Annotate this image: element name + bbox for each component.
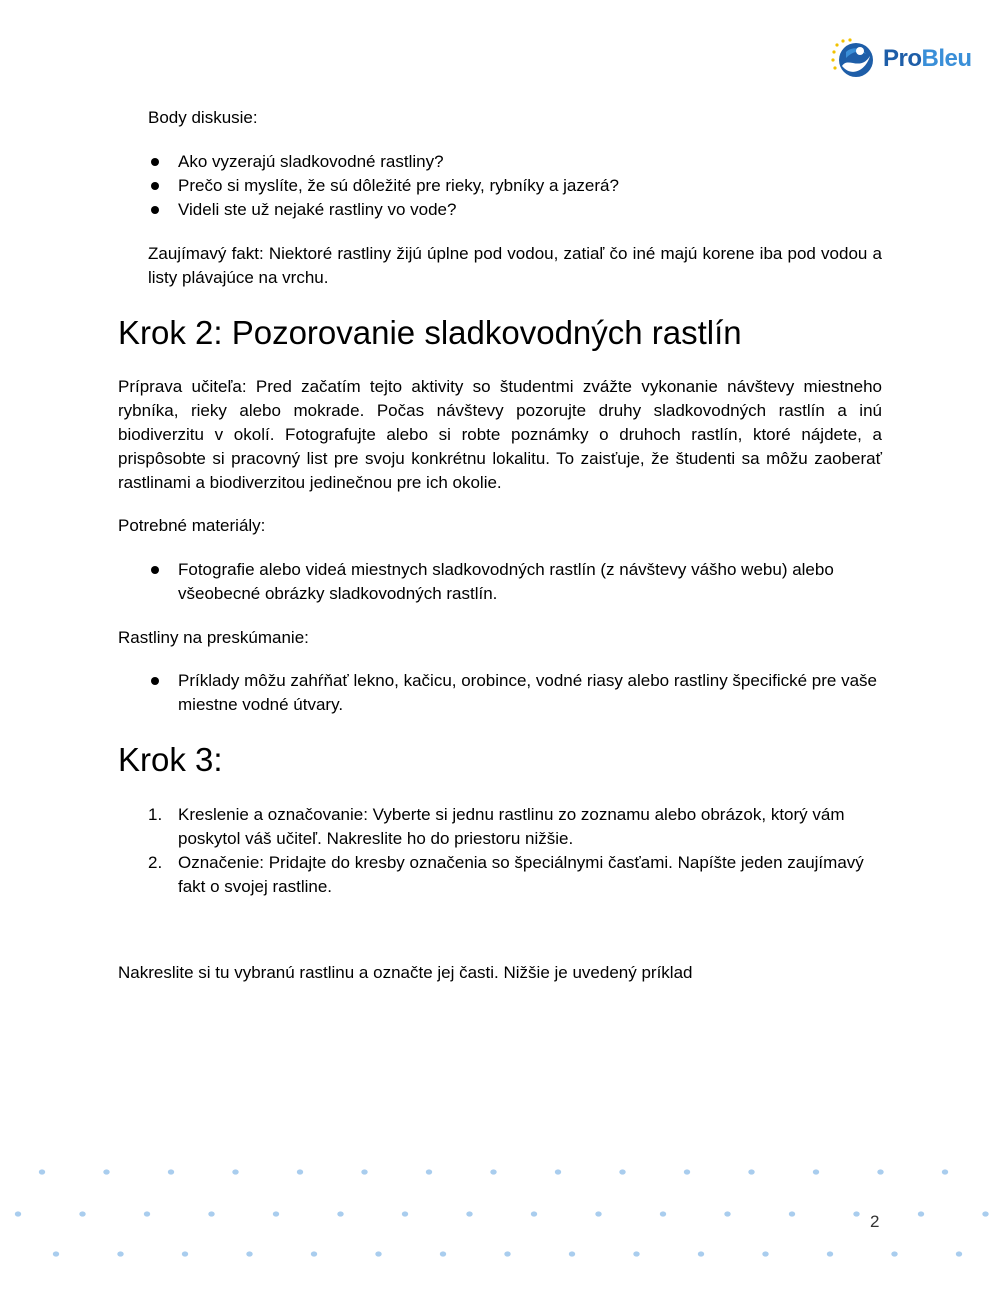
decorative-dot: [633, 1251, 639, 1256]
decorative-dot: [375, 1251, 381, 1256]
decorative-dot: [466, 1211, 472, 1216]
list-text: Označenie: Pridajte do kresby označenia so špeciálnymi časťami. Napíšte jeden zaujímavý fakt o svojej rastline.: [178, 853, 864, 896]
decorative-dot: [440, 1251, 446, 1256]
decorative-dot: [168, 1169, 174, 1174]
decorative-dot: [569, 1251, 575, 1256]
list-item: Ako vyzerajú sladkovodné rastliny?: [148, 150, 888, 174]
list-item: Prečo si myslíte, že sú dôležité pre rieky, rybníky a jazerá?: [148, 174, 888, 198]
decorative-dot: [660, 1211, 666, 1216]
decorative-dot: [918, 1211, 924, 1216]
decorative-dot: [531, 1211, 537, 1216]
decorative-dot: [208, 1211, 214, 1216]
decorative-dot: [942, 1169, 948, 1174]
step2-heading: Krok 2: Pozorovanie sladkovodných rastlín: [118, 314, 742, 351]
decorative-dot: [813, 1169, 819, 1174]
discussion-heading: Body diskusie:: [148, 108, 258, 127]
decorative-dot: [490, 1169, 496, 1174]
decorative-dot: [361, 1169, 367, 1174]
decorative-dot: [853, 1211, 859, 1216]
list-text: Kreslenie a označovanie: Vyberte si jednu rastlinu zo zoznamu alebo obrázok, ktorý vám poskytol váš učiteľ. Nakreslite ho do priestoru nižšie.: [178, 805, 845, 848]
list-item: Videli ste už nejaké rastliny vo vode?: [148, 198, 888, 222]
decorative-dot: [698, 1251, 704, 1256]
list-item: Príklady môžu zahŕňať lekno, kačicu, orobince, vodné riasy alebo rastliny špecifické pre vaše miestne vodné útvary.: [148, 669, 878, 717]
materials-heading: Potrebné materiály:: [118, 516, 266, 535]
plants-list: [148, 669, 878, 717]
decorative-dot: [144, 1211, 150, 1216]
decorative-dot: [684, 1169, 690, 1174]
decorative-dot: [297, 1169, 303, 1174]
decorative-dot: [877, 1169, 883, 1174]
materials-list: [148, 558, 878, 606]
decorative-dot: [748, 1169, 754, 1174]
decorative-dot: [827, 1251, 833, 1256]
decorative-dot: [117, 1251, 123, 1256]
list-item: [148, 851, 888, 899]
probleu-logo: [830, 38, 980, 82]
decorative-dot: [789, 1211, 795, 1216]
decorative-dot: [426, 1169, 432, 1174]
draw-instruction: Nakreslite si tu vybranú rastlinu a označte jej časti. Nižšie je uvedený príklad: [118, 963, 693, 982]
decorative-dot: [273, 1211, 279, 1216]
page-number: 2: [870, 1212, 880, 1231]
decorative-dot: [79, 1211, 85, 1216]
step3-list: [148, 803, 888, 899]
logo-text-pro: Pro: [883, 45, 922, 72]
teacher-prep-paragraph: Príprava učiteľa: Pred začatím tejto aktivity so študentmi zvážte vykonanie návštevy miestneho rybníka, rieky alebo mokrade. Počas návštevy pozorujte druhy sladkovodných rastlín a inú biodiverzitu v okolí. Fotografujte alebo si robte poznámky o druhoch rastlín, ktoré nájdete, a prispôsobte si pracovný list pre svoju konkrétnu lokalitu. To zaisťuje, že študenti sa môžu zaoberať rastlinami a biodiverzitou jedinečnou pre ich okolie.: [118, 377, 882, 492]
decorative-dot: [402, 1211, 408, 1216]
decorative-dot: [595, 1211, 601, 1216]
decorative-dot: [555, 1169, 561, 1174]
decorative-dot: [956, 1251, 962, 1256]
decorative-dot: [182, 1251, 188, 1256]
decorative-dot: [39, 1169, 45, 1174]
decorative-dot: [311, 1251, 317, 1256]
decorative-dot: [724, 1211, 730, 1216]
fun-fact-paragraph: Zaujímavý fakt: Niektoré rastliny žijú úplne pod vodou, zatiaľ čo iné majú korene iba pod vodou a listy plávajúce na vrchu.: [148, 244, 882, 287]
list-item: Fotografie alebo videá miestnych sladkovodných rastlín (z návštevy vášho webu) alebo všeobecné obrázky sladkovodných rastlín.: [148, 558, 878, 606]
decorative-dot: [337, 1211, 343, 1216]
decorative-dot: [504, 1251, 510, 1256]
probleu-emblem-icon: [830, 38, 878, 82]
step3-heading: Krok 3:: [118, 741, 223, 778]
list-item: [148, 803, 888, 851]
decorative-dot: [891, 1251, 897, 1256]
decorative-dot: [232, 1169, 238, 1174]
plants-heading: Rastliny na preskúmanie:: [118, 628, 309, 647]
logo-text-bleu: Bleu: [921, 45, 972, 72]
decorative-dot: [15, 1211, 21, 1216]
decorative-dots-pattern: [0, 1150, 1000, 1270]
decorative-dot: [53, 1251, 59, 1256]
list-number: 2.: [148, 853, 163, 872]
list-number: 1.: [148, 805, 163, 824]
decorative-dot: [762, 1251, 768, 1256]
logo-wordmark: [883, 45, 972, 73]
discussion-list: [148, 150, 888, 222]
decorative-dot: [103, 1169, 109, 1174]
decorative-dot: [246, 1251, 252, 1256]
decorative-dot: [982, 1211, 988, 1216]
decorative-dot: [619, 1169, 625, 1174]
